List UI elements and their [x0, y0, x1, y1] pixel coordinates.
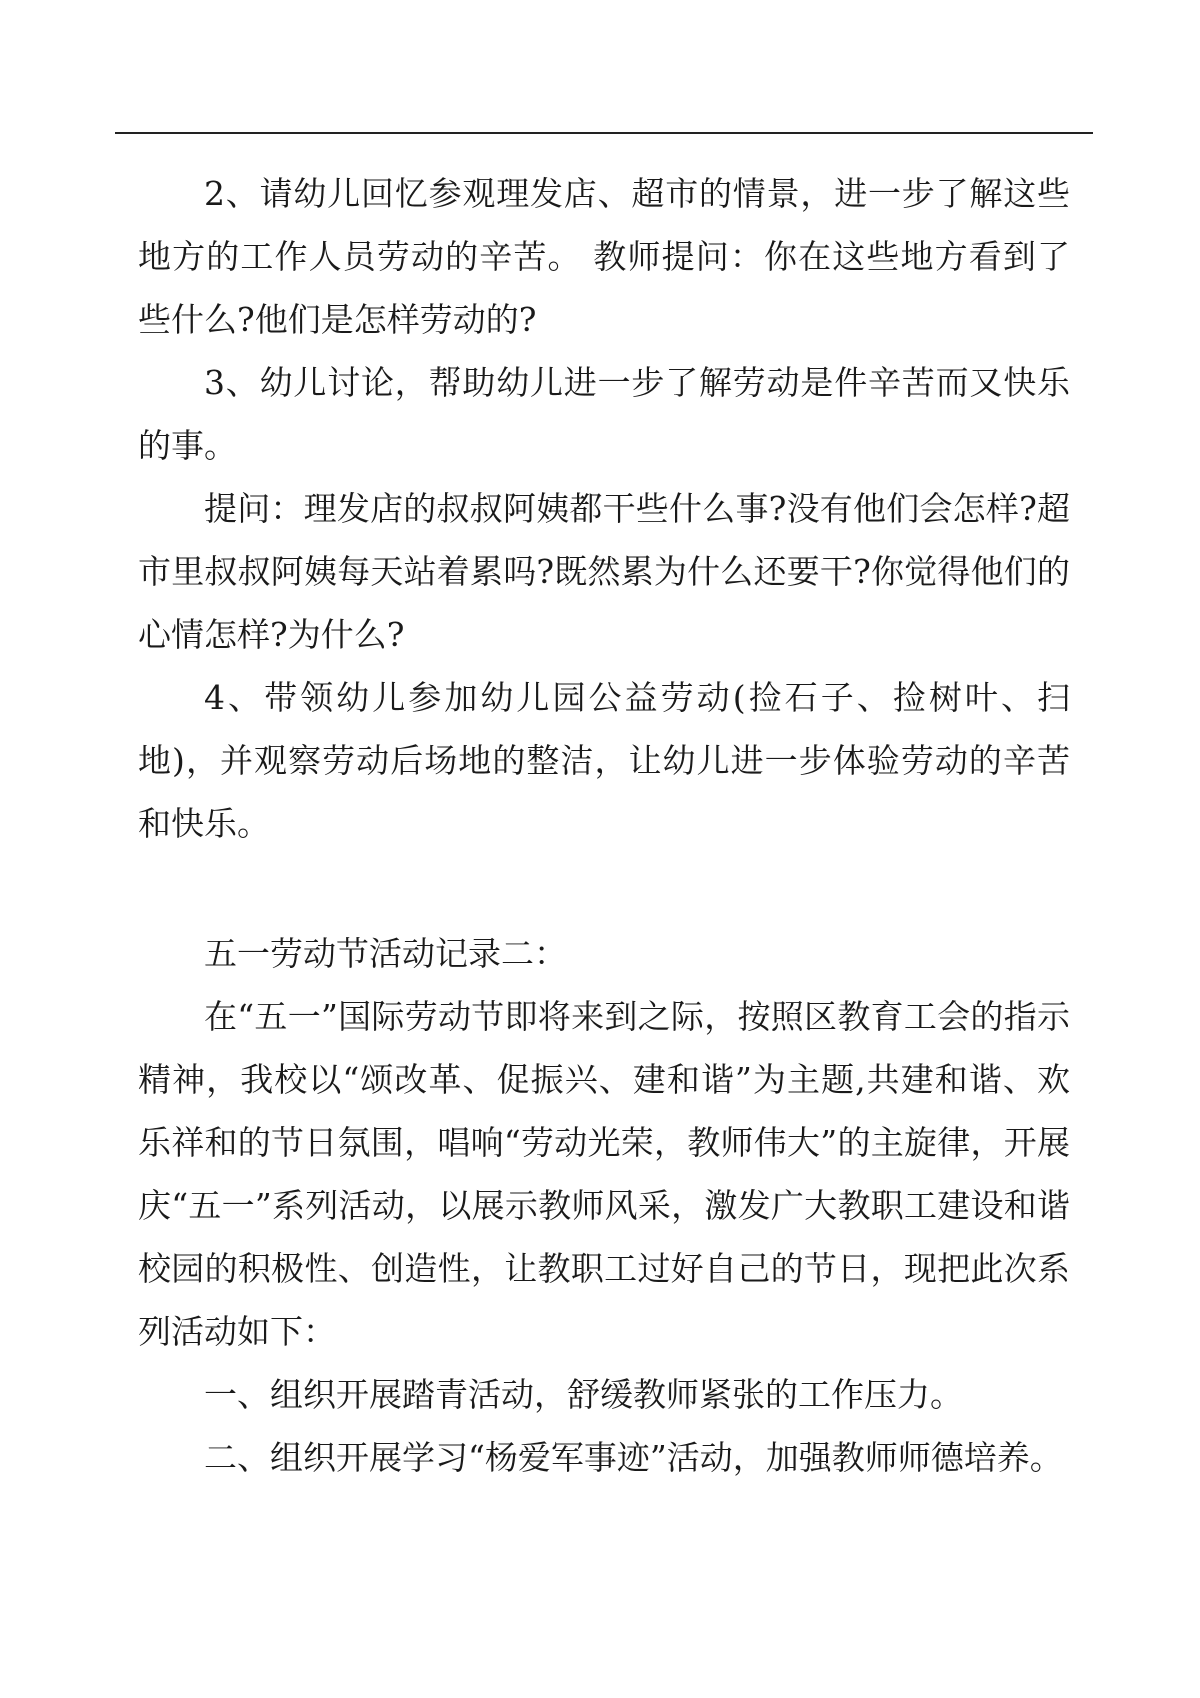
paragraph-step-2: 2、请幼儿回忆参观理发店、超市的情景，进一步了解这些地方的工作人员劳动的辛苦。 教师提问：你在这些地方看到了些什么?他们是怎样劳动的?	[138, 174, 1070, 339]
section-spacer	[138, 855, 1070, 922]
paragraph-item-2: 二、组织开展学习“杨爱军事迹”活动，加强教师师德培养。	[204, 1438, 1063, 1477]
header-rule	[115, 132, 1093, 134]
paragraph-step-3: 3、幼儿讨论，帮助幼儿进一步了解劳动是件辛苦而又快乐的事。	[138, 363, 1070, 465]
paragraph-intro: 在“五一”国际劳动节即将来到之际，按照区教育工会的指示精神，我校以“颂改革、促振兴、建和谐”为主题,共建和谐、欢乐祥和的节日氛围，唱响“劳动光荣，教师伟大”的主旋律，开展庆“五一”系列活动，以展示教师风采，激发广大教职工建设和谐校园的积极性、创造性，让教职工过好自己的节日，现把此次系列活动如下：	[138, 997, 1070, 1351]
paragraph-questions: 提问：理发店的叔叔阿姨都干些什么事?没有他们会怎样?超市里叔叔阿姨每天站着累吗?既然累为什么还要干?你觉得他们的心情怎样?为什么?	[138, 489, 1070, 654]
document-body	[138, 162, 1070, 1489]
paragraph-step-4: 4、带领幼儿参加幼儿园公益劳动(捡石子、捡树叶、扫地)，并观察劳动后场地的整洁，让幼儿进一步体验劳动的辛苦和快乐。	[138, 678, 1070, 843]
section-title: 五一劳动节活动记录二：	[204, 934, 567, 973]
paragraph-item-1: 一、组织开展踏青活动，舒缓教师紧张的工作压力。	[204, 1375, 963, 1414]
